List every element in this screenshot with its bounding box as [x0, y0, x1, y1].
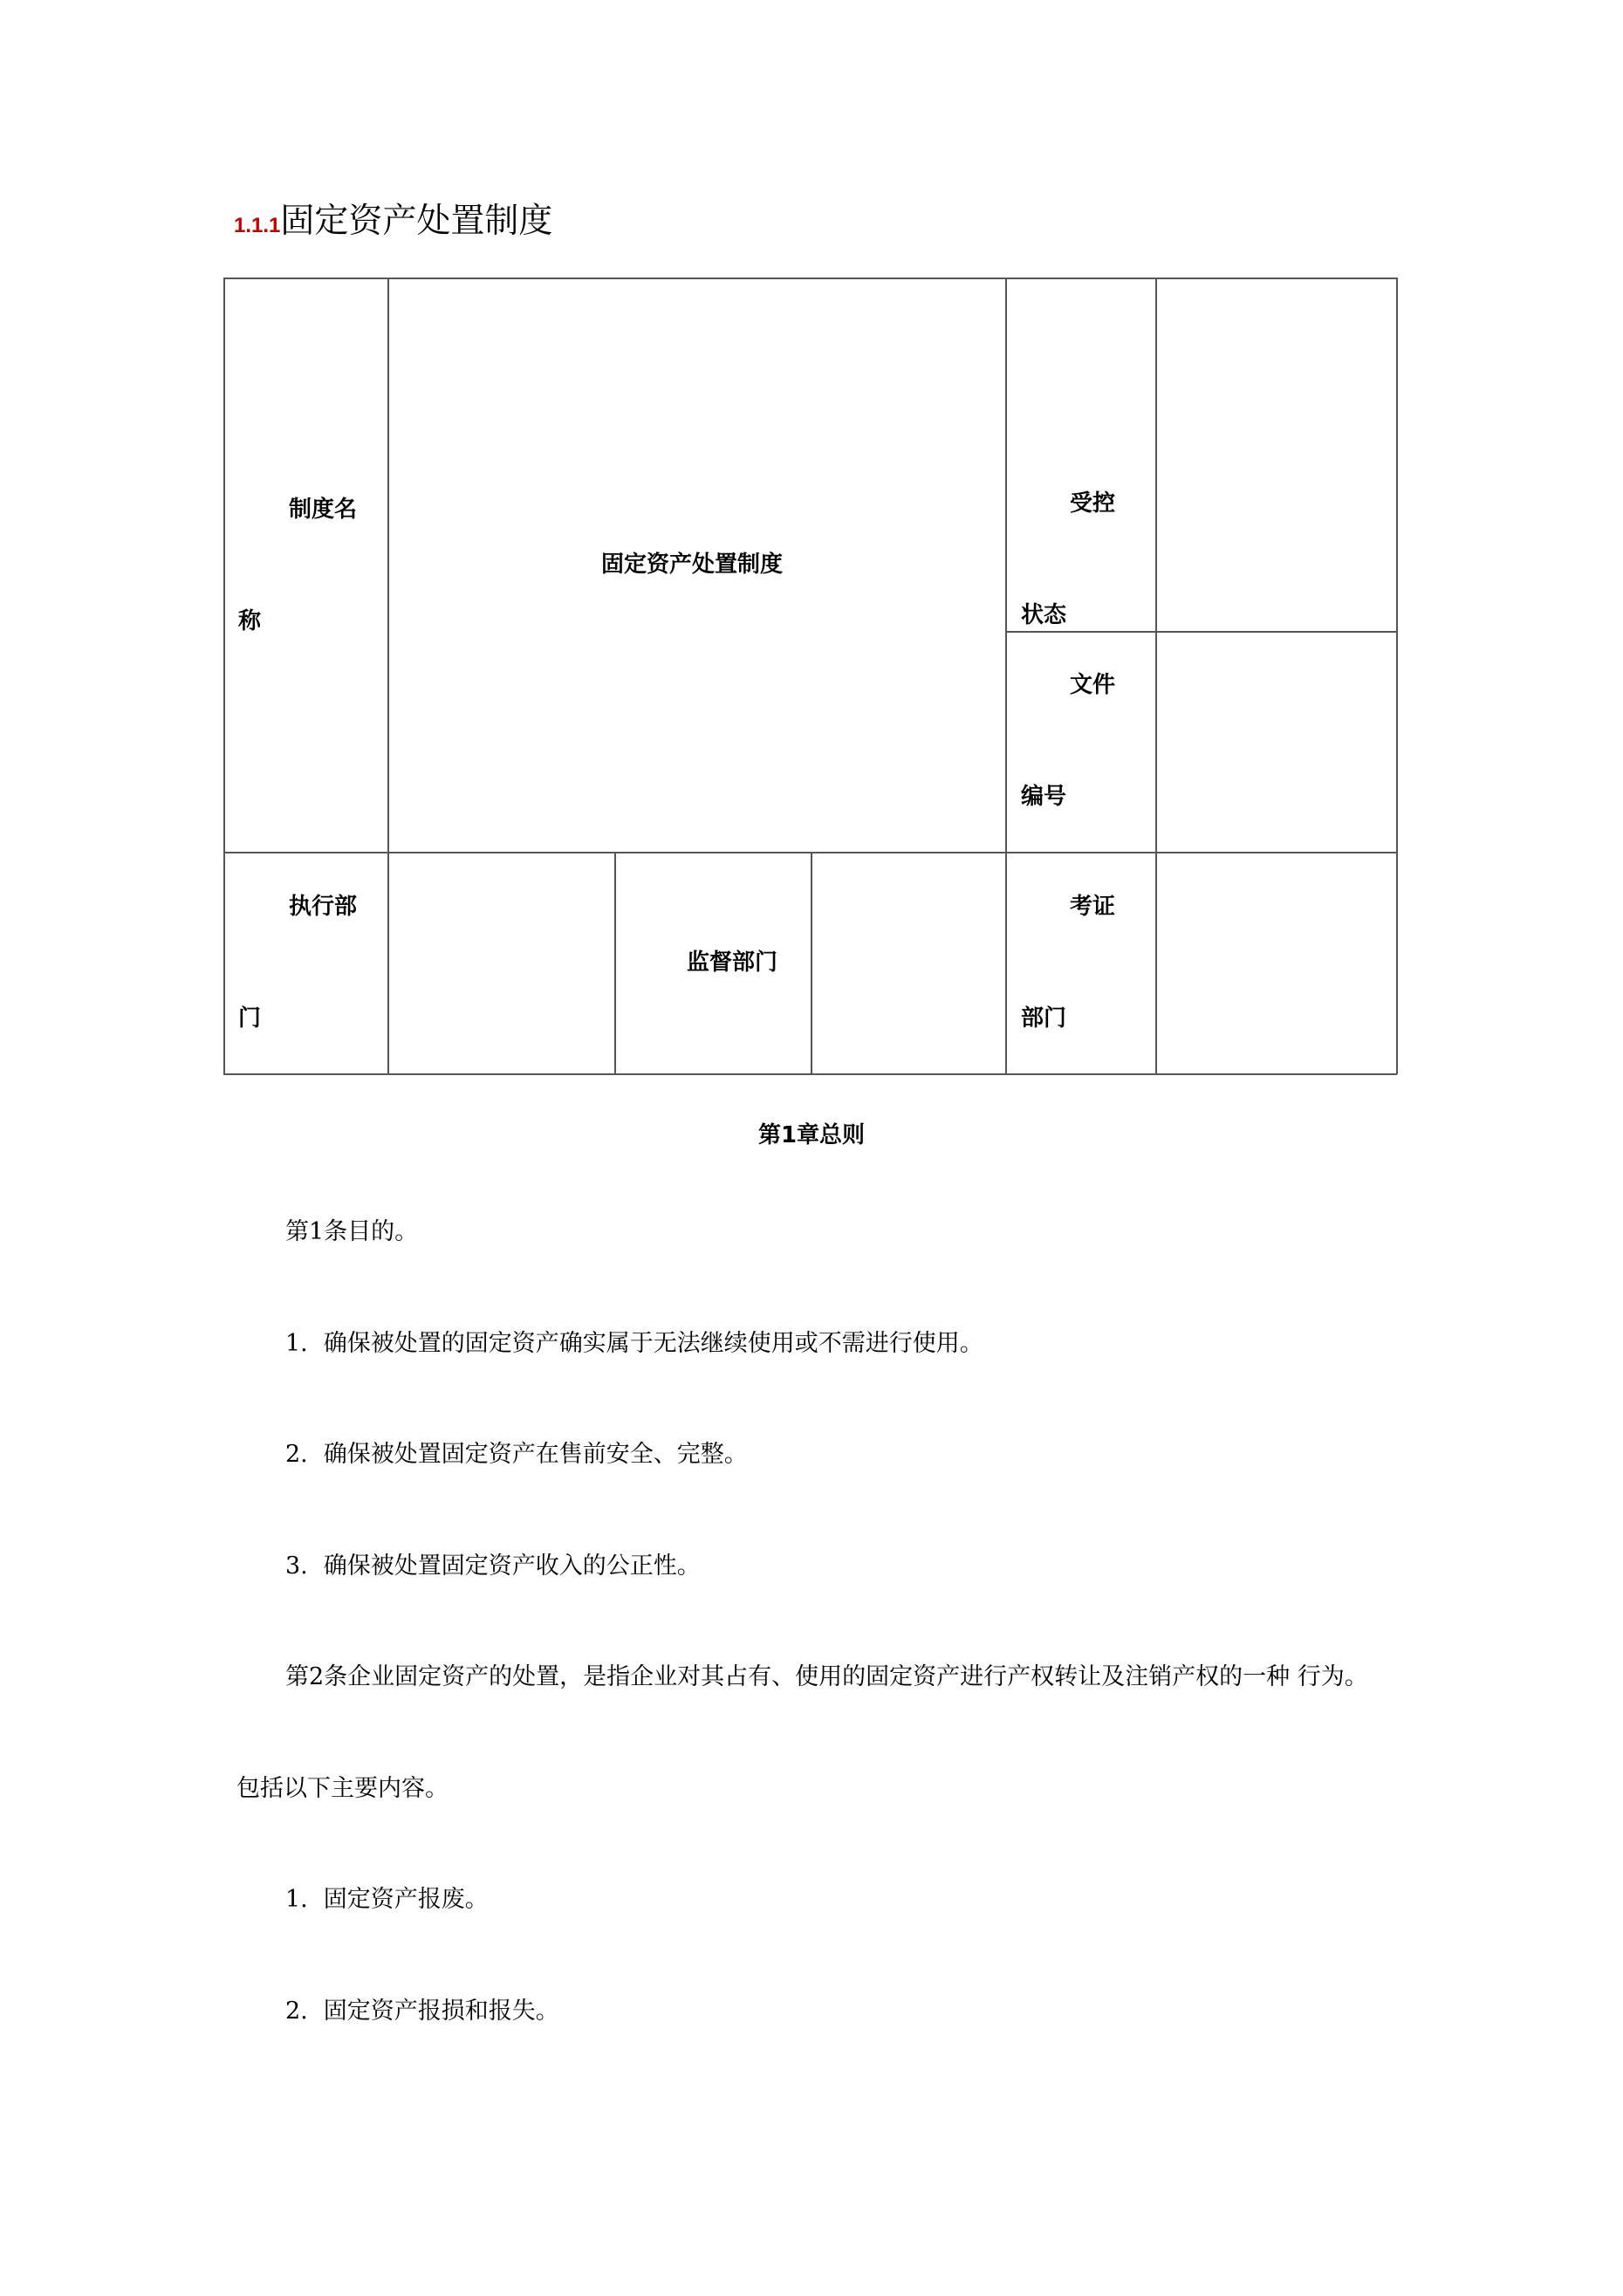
name-label-line2: 称	[238, 608, 262, 634]
table-border-left	[223, 278, 225, 1074]
supervise-label: 监督部门	[687, 949, 778, 976]
list-item-text: 固定资产报损和报失。	[323, 1998, 559, 2025]
list-item-number: 1.	[285, 1330, 308, 1357]
list-item-text: 确保被处置固定资产在售前安全、完整。	[323, 1441, 748, 1468]
table-rule	[614, 852, 616, 1074]
section-title: 固定资产处置制度	[280, 202, 553, 241]
table-rule	[1005, 278, 1007, 1074]
list-item-number: 1.	[285, 1886, 308, 1913]
article-1: 第1条目的。	[285, 1218, 419, 1245]
list-item	[285, 1443, 748, 1466]
list-item	[285, 1999, 559, 2023]
audit-label-line2: 部门	[1021, 1005, 1067, 1031]
exec-label-line1: 执行部	[289, 894, 358, 920]
list-item-number: 3.	[285, 1552, 308, 1580]
article-2: 第2条企业固定资产的处置，是指企业对其占有、使用的固定资产进行产权转让及注销产权的一种 行为。	[285, 1663, 1368, 1690]
section-heading	[234, 194, 552, 246]
status-label-line1: 受控	[1070, 490, 1116, 517]
table-rule	[1005, 631, 1397, 633]
list-item	[285, 1332, 983, 1355]
table-rule	[1155, 278, 1157, 1074]
list-item-text: 确保被处置固定资产收入的公正性。	[323, 1552, 701, 1580]
list-item-text: 确保被处置的固定资产确实属于无法继续使用或不需进行使用。	[323, 1330, 983, 1357]
docno-label-line1: 文件	[1070, 672, 1116, 698]
list-item	[285, 1888, 489, 1911]
list-item	[285, 1554, 701, 1578]
name-label-line1: 制度名	[289, 497, 358, 523]
name-value: 固定资产处置制度	[601, 552, 784, 578]
list-item-number: 2.	[285, 1441, 308, 1468]
section-number: 1.1.1	[234, 214, 281, 237]
docno-label-line2: 编号	[1021, 784, 1067, 810]
status-label-line2: 状态	[1021, 602, 1067, 628]
chapter-title: 第1章总则	[757, 1122, 866, 1148]
list-item-number: 2.	[285, 1998, 308, 2025]
audit-label-line1: 考证	[1070, 894, 1116, 920]
table-rule	[811, 852, 812, 1074]
table-rule	[387, 278, 389, 1074]
article-2-continuation: 包括以下主要内容。	[236, 1775, 449, 1802]
table-border-right	[1396, 278, 1398, 1074]
exec-label-line2: 门	[238, 1005, 262, 1031]
list-item-text: 固定资产报废。	[323, 1886, 489, 1913]
table-border-top	[223, 278, 1397, 279]
